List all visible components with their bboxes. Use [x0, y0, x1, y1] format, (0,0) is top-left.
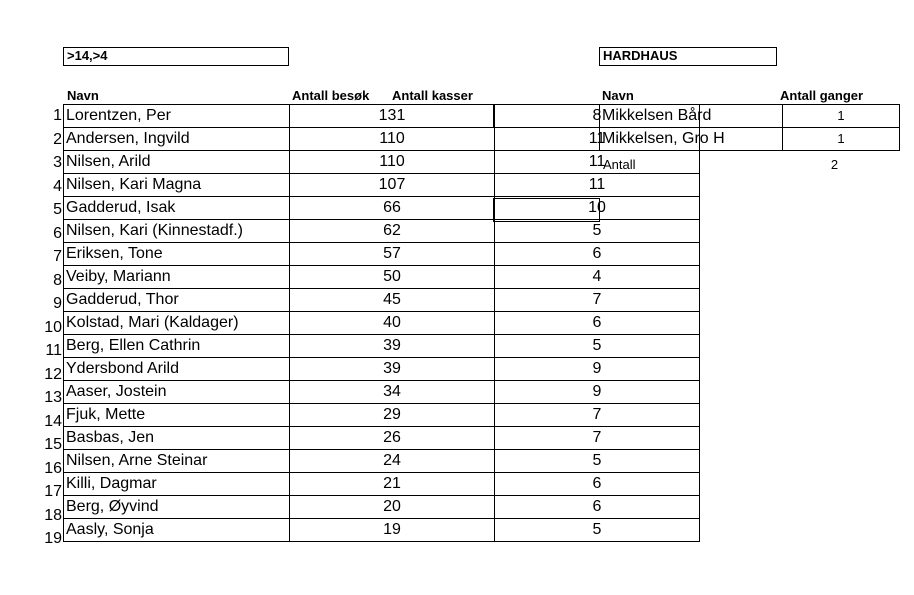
row-index: 9 [53, 295, 62, 312]
table-row [64, 243, 700, 266]
cell-visits: 110 [290, 151, 495, 174]
cell-name: Nilsen, Kari (Kinnestadf.) [64, 220, 290, 243]
cell-name: Eriksen, Tone [64, 243, 290, 266]
cell-boxes: 7 [495, 427, 700, 450]
table-row [64, 174, 700, 197]
hardhaus-table [599, 104, 900, 151]
table-row [64, 335, 700, 358]
cell-boxes: 9 [495, 381, 700, 404]
header-antall-ganger: Antall ganger [780, 88, 864, 103]
cell-boxes: 9 [495, 358, 700, 381]
table-row [64, 450, 700, 473]
cell-visits: 50 [290, 266, 495, 289]
cell-hardhaus-count: 1 [783, 105, 900, 128]
header-antall-besok: Antall besøk [292, 88, 370, 103]
cell-visits: 26 [290, 427, 495, 450]
cell-visits: 20 [290, 496, 495, 519]
cell-boxes: 5 [495, 450, 700, 473]
right-section-title: HARDHAUS [599, 47, 777, 66]
cell-visits: 57 [290, 243, 495, 266]
cell-name: Veiby, Mariann [64, 266, 290, 289]
table-row [64, 197, 700, 220]
hardhaus-total-label: Antall [603, 157, 636, 172]
cell-boxes: 6 [495, 473, 700, 496]
cell-visits: 21 [290, 473, 495, 496]
cell-visits: 34 [290, 381, 495, 404]
row-index: 19 [44, 530, 62, 547]
row-index: 6 [53, 224, 62, 242]
header-antall-kasser: Antall kasser [392, 88, 473, 103]
cell-boxes: 10 [495, 197, 700, 220]
cell-boxes: 5 [495, 220, 700, 243]
cell-boxes: 7 [495, 289, 700, 312]
cell-visits: 107 [290, 174, 495, 197]
cell-boxes: 6 [495, 312, 700, 335]
cell-boxes: 11 [495, 128, 700, 151]
header-navn: Navn [67, 88, 99, 103]
header-hardhaus-navn: Navn [602, 88, 634, 103]
cell-visits: 62 [290, 220, 495, 243]
cell-name: Gadderud, Isak [64, 197, 290, 220]
table-row [64, 312, 700, 335]
row-index: 14 [44, 412, 62, 430]
cell-visits: 19 [290, 519, 495, 542]
left-section-title: >14,>4 [63, 47, 289, 66]
cell-name: Nilsen, Arne Steinar [64, 450, 290, 473]
cell-visits: 39 [290, 335, 495, 358]
table-row [64, 427, 700, 450]
cell-boxes: 6 [495, 243, 700, 266]
row-index: 10 [44, 318, 62, 336]
cell-visits: 39 [290, 358, 495, 381]
cell-boxes: 5 [495, 335, 700, 358]
cell-boxes: 7 [495, 404, 700, 427]
row-index: 2 [53, 130, 62, 148]
cell-hardhaus-name: Mikkelsen Bård [600, 105, 783, 128]
table-row [64, 473, 700, 496]
row-index-column [32, 104, 62, 551]
empty-cell-row-5 [493, 198, 600, 222]
cell-boxes: 5 [495, 519, 700, 542]
row-index: 11 [45, 342, 62, 359]
row-index: 13 [44, 389, 62, 406]
cell-name: Basbas, Jen [64, 427, 290, 450]
cell-name: Andersen, Ingvild [64, 128, 290, 151]
cell-hardhaus-count: 1 [783, 128, 900, 151]
row-index: 5 [53, 201, 62, 218]
cell-name: Nilsen, Arild [64, 151, 290, 174]
table-row [64, 404, 700, 427]
row-index: 7 [53, 248, 62, 265]
cell-boxes: 11 [495, 151, 700, 174]
cell-visits: 29 [290, 404, 495, 427]
cell-visits: 110 [290, 128, 495, 151]
row-index: 18 [44, 506, 62, 524]
hardhaus-total-value: 2 [830, 157, 839, 172]
cell-name: Berg, Ellen Cathrin [64, 335, 290, 358]
cell-hardhaus-name: Mikkelsen, Gro H [600, 128, 783, 151]
cell-name: Lorentzen, Per [64, 105, 290, 128]
cell-boxes: 11 [495, 174, 700, 197]
cell-boxes: 8 [495, 105, 700, 128]
table-row [64, 519, 700, 542]
empty-cell-row-1 [493, 104, 600, 128]
cell-visits: 24 [290, 450, 495, 473]
cell-visits: 45 [290, 289, 495, 312]
cell-visits: 131 [290, 105, 495, 128]
cell-boxes: 4 [495, 266, 700, 289]
table-row [64, 381, 700, 404]
cell-name: Kolstad, Mari (Kaldager) [64, 312, 290, 335]
row-index: 16 [44, 459, 62, 477]
table-row [600, 105, 900, 128]
table-row [600, 128, 900, 151]
row-index: 1 [53, 107, 62, 124]
row-index: 17 [44, 483, 62, 500]
cell-name: Aaser, Jostein [64, 381, 290, 404]
table-row [64, 266, 700, 289]
cell-name: Fjuk, Mette [64, 404, 290, 427]
cell-name: Aasly, Sonja [64, 519, 290, 542]
cell-visits: 66 [290, 197, 495, 220]
row-index: 4 [53, 177, 62, 195]
cell-name: Nilsen, Kari Magna [64, 174, 290, 197]
cell-visits: 40 [290, 312, 495, 335]
row-index: 3 [53, 154, 62, 171]
table-row [64, 220, 700, 243]
cell-name: Gadderud, Thor [64, 289, 290, 312]
table-row [64, 358, 700, 381]
cell-name: Killi, Dagmar [64, 473, 290, 496]
row-index: 12 [44, 365, 62, 383]
cell-name: Ydersbond Arild [64, 358, 290, 381]
row-index: 15 [44, 436, 62, 453]
row-index: 8 [53, 271, 62, 289]
table-row [64, 289, 700, 312]
cell-boxes: 6 [495, 496, 700, 519]
cell-name: Berg, Øyvind [64, 496, 290, 519]
table-row [64, 496, 700, 519]
